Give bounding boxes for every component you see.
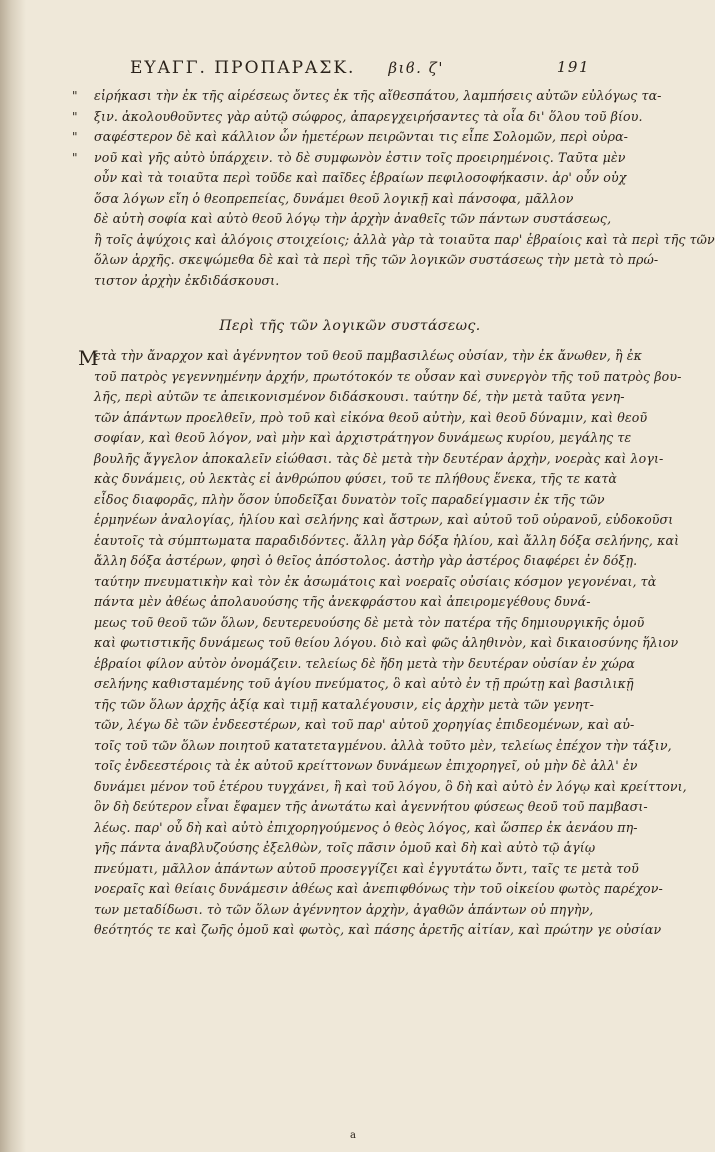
text-line: κὰς δυνάμεις, οὐ λεκτὰς εἰ ἀνθρώπου φύσει, τοῦ τε πλήθους ἕνεκα, τῆς τε κατὰ [94,471,618,486]
quote-mark-icon: " [72,89,78,103]
text-line: ὃν δὴ δεύτερον εἶναι ἔφαμεν τῆς ἀνωτάτω καὶ ἀγεννήτου φύσεως θεοῦ τοῦ παμβασι- [94,799,648,814]
text-line: ἑρμηνέων ἀναλογίας, ἡλίου καὶ σελήνης καὶ ἄστρων, καὶ αὐτοῦ τοῦ οὐρανοῦ, εὐδοκοῦσι [94,512,674,527]
text-line: καὶ φωτιστικῆς δυνάμεως τοῦ θείου λόγου. διὸ καὶ φῶς ἀληθινὸν, καὶ δικαιοσύνης ἥλιον [94,635,679,650]
top-paragraph [72,86,715,291]
text-line: δὲ αὐτὴ σοφία καὶ αὐτὸ θεοῦ λόγῳ τὴν ἀρχὴν ἀναθεῖς τῶν πάντων συστάσεως, [94,211,612,226]
quoted-line [72,86,662,107]
text-line: οὖν καὶ τὰ τοιαῦτα περὶ τοῦδε καὶ παῖδες ἑβραίων πεφιλοσοφήκασιν. ἀρ' οὖν οὐχ [94,170,627,185]
text-line: θεότητός τε καὶ ζωῆς ὁμοῦ καὶ φωτὸς, καὶ πάσης ἀρετῆς αἰτίαν, καὶ πρώτην γε οὐσίαν [94,922,662,937]
text-line: νοεραῖς καὶ θείαις δυνάμεσιν ἀθέως καὶ ἀνεπιφθόνως τὴν τοῦ οἰκείου φωτὸς παρέχον- [94,881,663,896]
text-line: τοῦ πατρὸς γεγεννημένην ἀρχήν, πρωτότοκόν τε οὖσαν καὶ συνεργὸν τῆς τοῦ πατρὸς βου- [94,368,682,384]
text-line: σελήνης καθισταμένης τοῦ ἁγίου πνεύματος, ὃ καὶ αὐτὸ ἐν τῇ πρώτῃ καὶ βασιλικῇ [94,676,634,691]
text-line: των μεταδίδωσι. τὸ τῶν ὅλων ἀγέννητον ἀρχὴν, ἀγαθῶν ἁπάντων οὐ πηγὴν, [94,901,594,917]
text-line: ἑαυτοῖς τὰ σύμπτωματα παραδιδόντες. ἄλλη γὰρ δόξα ἡλίου, καὶ ἄλλη δόξα σελήνης, καὶ [94,532,680,548]
footer-mark: a [350,1130,356,1141]
quoted-line-text: σαφέστερον δὲ καὶ κάλλιον ὧν ἡμετέρων πειρῶνται τις εἶπε Σολομῶν, περὶ οὐρα- [94,129,629,144]
text-line: τῶν, λέγω δὲ τῶν ἐνδεεστέρων, καὶ τοῦ παρ' αὐτοῦ χορηγίας ἐπιδεομένων, καὶ αὐ- [94,717,635,732]
quoted-line-text: νοῦ καὶ γῆς αὐτὸ ὑπάρχειν. τὸ δὲ συμφωνὸν ἐστιν τοῖς προειρημένοις. Ταῦτα μὲν [94,149,626,165]
text-line: ὅσα λόγων εἴη ὁ θεοπρεπείας, δυνάμει θεοῦ λογικῇ καὶ πάνσοφα, μᾶλλον [94,190,574,206]
drop-initial: Μ [78,346,99,370]
running-head-book: βιϐ. ζ' [388,59,444,77]
text-line: ἑβραίοι φίλον αὐτὸν ὀνομάζειν. τελείως δὲ ἤδη μετὰ τὴν δευτέραν οὐσίαν ἐν χώρα [94,655,636,671]
running-head-title: ΕΥΑΓΓ. ΠΡΟΠΑΡΑΣΚ. [130,58,356,78]
text-line: πνεύματι, μᾶλλον ἁπάντων αὐτοῦ προσεγγίζει καὶ ἐγγυτάτω ὄντι, ταῖς τε μετὰ τοῦ [94,860,639,876]
text-line: ετὰ τὴν ἄναρχον καὶ ἀγέννητον τοῦ θεοῦ παμβασιλέως οὐσίαν, τὴν ἐκ ἄνωθεν, ἢ ἐκ [94,348,642,363]
text-line: δυνάμει μένον τοῦ ἑτέρου τυγχάνει, ἢ καὶ τοῦ λόγου, ὃ δὴ καὶ αὐτὸ ἐν λόγῳ καὶ κρείττονι, [94,778,687,794]
text-line: ὅλων ἀρχῆς. σκεψώμεθα δὲ καὶ τὰ περὶ τῆς τῶν λογικῶν συστάσεως τὴν μετὰ τὸ πρώ- [94,252,659,267]
text-line: σοφίαν, καὶ θεοῦ λόγον, ναὶ μὴν καὶ ἀρχιστράτηγον δυνάμεως κυρίου, μεγάλης τε [94,430,632,445]
text-line: μεως τοῦ θεοῦ τῶν ὅλων, δευτερευούσης δὲ μετὰ τὸν πατέρα τῆς δημιουργικῆς ὁμοῦ [94,614,645,630]
quoted-line-text: εἰρήκασι τὴν ἐκ τῆς αἱρέσεως ὄντες ἐκ τῆς αἴθεσπάτου, λαμπήσεις αὐτῶν εὐλόγως τα- [94,88,662,103]
running-head [130,58,590,78]
text-line: βουλῆς ἄγγελον ἀποκαλεῖν εἰώθασι. τὰς δὲ μετὰ τὴν δευτέραν ἀρχὴν, νοερὰς καὶ λογι- [94,450,664,466]
quoted-line-text: ξιν. ἀκολουθοῦντες γὰρ αὐτῷ σώφρος, ἀπαρεγχειρήσαντες τὰ οἷα δι' ὅλου τοῦ βίου. [94,108,643,124]
text-line: λῆς, περὶ αὐτῶν τε ἀπεικονισμένον διδάσκουσι. ταύτην δέ, τὴν μετὰ ταῦτα γενη- [94,389,625,404]
text-line: ἢ τοῖς ἀψύχοις καὶ ἀλόγοις στοιχείοις; ἀλλὰ γὰρ τὰ τοιαῦτα παρ' ἑβραίοις καὶ τὰ περὶ τῆς τῶν [94,231,715,247]
page-number: 191 [556,58,590,76]
section-body [94,346,687,941]
text-line: πάντα μὲν ἀθέως ἀπολαυούσης τῆς ἀνεκφράστου καὶ ἀπειρομεγέθους δυνά- [94,594,591,609]
section-heading: Περὶ τῆς τῶν λογικῶν συστάσεως. [219,318,481,334]
quote-mark-icon: " [72,150,78,165]
quoted-line [72,127,629,148]
text-line: ταύτην πνευματικὴν καὶ τὸν ἐκ ἀσωμάτοις καὶ νοεραῖς οὐσίαις κόσμον γεγονέναι, τὰ [94,573,657,589]
text-line: τιστον ἀρχὴν ἐκδιδάσκουσι. [94,272,280,288]
quote-mark-icon: " [72,109,78,124]
text-line: τῶν ἁπάντων προελθεῖν, πρὸ τοῦ καὶ εἰκόνα θεοῦ αὐτὴν, καὶ θεοῦ δύναμιν, καὶ θεοῦ [94,409,648,425]
quoted-line [72,148,626,169]
text-line: τοῖς τοῦ τῶν ὅλων ποιητοῦ κατατεταγμένου. ἀλλὰ τοῦτο μὲν, τελείως ἐπέχον τὴν τάξιν, [94,737,672,753]
text-line: ἄλλη δόξα ἀστέρων, φησὶ ὁ θεῖος ἀπόστολος. ἀστὴρ γὰρ ἀστέρος διαφέρει ἐν δόξῃ. [94,553,638,568]
text-line: τῆς τῶν ὅλων ἀρχῆς ἀξίᾳ καὶ τιμῇ καταλέγουσιν, εἰς ἀρχὴν μετὰ τῶν γενητ- [94,696,594,712]
quote-mark-icon: " [72,130,78,144]
text-line: λέως. παρ' οὗ δὴ καὶ αὐτὸ ἐπιχορηγούμενος ὁ θεὸς λόγος, καὶ ὥσπερ ἐκ ἀενάου πη- [94,819,638,835]
text-line: γῆς πάντα ἀναβλυζούσης ἐξελθὼν, τοῖς πᾶσιν ὁμοῦ καὶ δὴ καὶ αὐτὸ τῷ ἁγίῳ [94,840,596,855]
text-line: εἶδος διαφορᾶς, πλὴν ὅσον ὑποδεῖξαι δυνατὸν τοῖς παραδείγμασιν ἐκ τῆς τῶν [94,491,605,507]
quoted-line [72,107,643,128]
text-line: τοῖς ἐνδεεστέροις τὰ ἐκ αὐτοῦ κρείττονων δυνάμεων ἐπιχορηγεῖ, οὐ μὴν δὲ ἀλλ' ἐν [94,758,638,773]
